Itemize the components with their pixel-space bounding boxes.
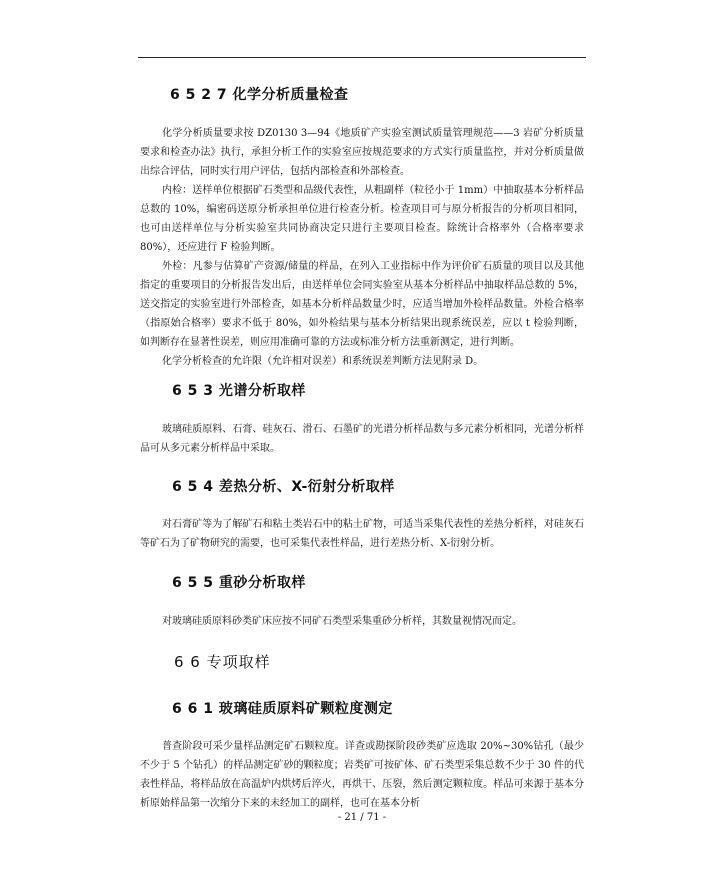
section-654-body (140, 515, 584, 553)
section-66 (140, 651, 584, 672)
chapter-heading: 6 6 专项取样 (174, 653, 271, 671)
paragraph: 外检：凡参与估算矿产资源/储量的样品，在列入工业指标中作为评价矿石质量的项目以及其他指定的重要项目的分析报告发出后，由送样单位会同实验室从基本分析样品中抽取样品总数的 5%，送交指定的实验室进行外部检查，如基本分析样品数量少时，应适当增加外检样品数量。外检合格率（指原始合格率）要求不低于 80%，如外检结果与基本分析结果出现系统误差，应以 t 检验判断，如判断存在显著性误差，则应用准确可靠的方法或标准分析方法重新测定，进行判断。 (140, 261, 584, 348)
section-653-body (140, 420, 584, 458)
paragraph: 普查阶段可采少量样品测定矿石颗粒度。详查或勘探阶段砂类矿应选取 20%~30%钻孔（最少不少于 5 个钻孔）的样品测定矿砂的颗粒度；岩类矿可按矿体、矿石类型采集总数不少于 30 件的代表性样品，将样品放在高温炉内烘烤后淬火，再烘干、压裂，然后测定颗粒度。样品可来源于基本分析原始样品第一次缩分下来的未经加工的副样，也可在基本分析 (140, 741, 584, 809)
section-heading: 6 5 4 差热分析、X-衍射分析取样 (172, 479, 395, 495)
section-661-body (140, 737, 584, 813)
paragraph: 化学分析质量要求按 DZ0130 3—94《地质矿产实验室测试质量管理规范——3 岩矿分析质量要求和检查办法》执行，承担分析工作的实验室应按规范要求的方式实行质量监控，并对分析质量做出综合评估，同时实行用户评估，包括内部检查和外部检查。 (140, 128, 584, 177)
section-heading: 6 5 5 重砂分析取样 (172, 575, 306, 591)
paragraph: 内检：送样单位根据矿石类型和品级代表性，从粗副样（粒径小于 1mm）中抽取基本分析样品总数的 10%，编密码送原分析承担单位进行检查分析。检查项目可与原分析报告的分析项目相同，也可由送样单位与分析实验室共同协商决定只进行主要项目检查。除统计合格率外（合格率要求 80%），还应进行 F 检验判断。 (140, 185, 584, 253)
page-number: - 21 / 71 - (337, 812, 387, 823)
section-661 (140, 698, 584, 718)
paragraph: 玻璃硅质原料、石膏、硅灰石、滑石、石墨矿的光谱分析样品数与多元素分析相同，光谱分析样品可从多元素分析样品中采取。 (140, 424, 584, 454)
paragraph: 对石膏矿等为了解矿石和粘土类岩石中的粘土矿物，可适当采集代表性的差热分析样，对硅灰石等矿石为了矿物研究的需要，也可采集代表性样品，进行差热分析、X-衍射分析。 (140, 519, 584, 549)
section-heading: 6 5 3 光谱分析取样 (172, 383, 306, 399)
section-655 (140, 572, 584, 592)
paragraph: 化学分析检查的允许限（允许相对误差）和系统误差判断方法见附录 D。 (162, 356, 484, 367)
section-6527-body (140, 124, 584, 371)
section-6527 (140, 84, 584, 104)
section-654 (140, 476, 584, 496)
section-heading: 6 5 2 7 化学分析质量检查 (170, 87, 349, 103)
section-heading: 6 6 1 玻璃硅质原料矿颗粒度测定 (172, 701, 393, 717)
section-653 (140, 380, 584, 400)
header-rule (138, 57, 586, 58)
section-655-body (140, 612, 584, 631)
paragraph: 对玻璃硅质原料砂类矿床应按不同矿石类型采集重砂分析样，其数量视情况而定。 (162, 616, 522, 627)
